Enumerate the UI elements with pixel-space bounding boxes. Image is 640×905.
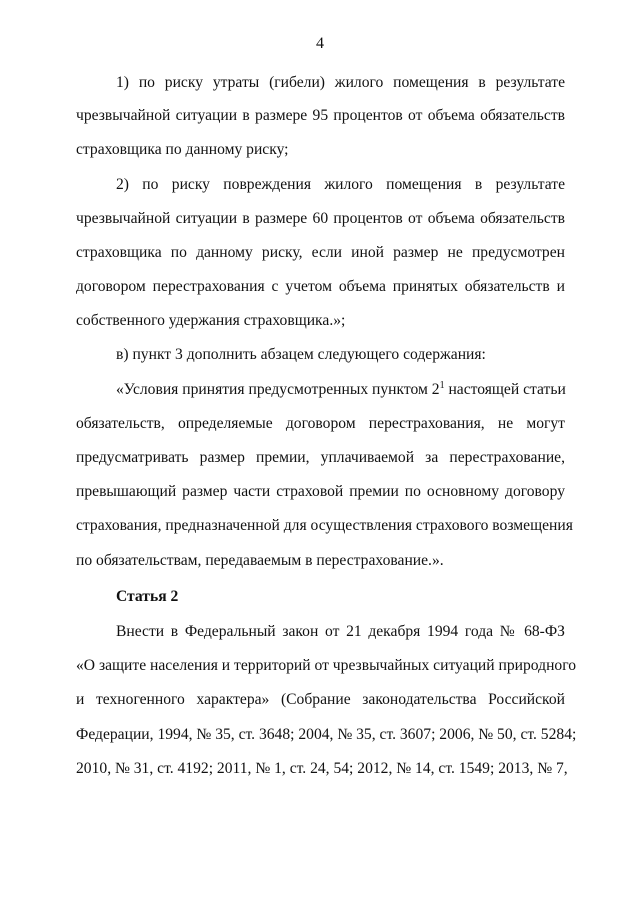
text-line: «О защите населения и территорий от чрезвычайных ситуаций природного bbox=[76, 657, 577, 674]
text-line: 2) по риску повреждения жилого помещения в результате bbox=[116, 176, 565, 193]
text-line: собственного удержания страховщика.»; bbox=[76, 312, 346, 329]
text-line: страхования, предназначенной для осуществления страхового возмещения bbox=[76, 517, 573, 534]
text-line: Внести в Федеральный закон от 21 декабря 1994 года № 68-ФЗ bbox=[116, 623, 565, 640]
text-line: 1) по риску утраты (гибели) жилого помещения в результате bbox=[116, 74, 565, 91]
text-line: превышающий размер части страховой премии по основному договору bbox=[76, 483, 565, 500]
text-line: 2010, № 31, ст. 4192; 2011, № 1, ст. 24, 54; 2012, № 14, ст. 1549; 2013, № 7, bbox=[76, 760, 568, 777]
text-line: страховщика по данному риску; bbox=[76, 141, 289, 158]
text-segment: настоящей статьи bbox=[444, 381, 566, 398]
page-number: 4 bbox=[316, 35, 324, 52]
text-line bbox=[116, 380, 565, 400]
text-line: и техногенного характера» (Собрание законодательства Российской bbox=[76, 691, 565, 708]
text-line: Федерации, 1994, № 35, ст. 3648; 2004, № 35, ст. 3607; 2006, № 50, ст. 5284; bbox=[76, 726, 577, 743]
text-line: чрезвычайной ситуации в размере 95 процентов от объема обязательств bbox=[76, 107, 565, 124]
text-line: договором перестрахования с учетом объема принятых обязательств и bbox=[76, 278, 565, 295]
text-line: в) пункт 3 дополнить абзацем следующего содержания: bbox=[116, 346, 486, 363]
superscript: 1 bbox=[439, 380, 445, 391]
article-heading: Статья 2 bbox=[116, 588, 179, 605]
text-line: чрезвычайной ситуации в размере 60 процентов от объема обязательств bbox=[76, 210, 565, 227]
text-line: предусматривать размер премии, уплачиваемой за перестрахование, bbox=[76, 449, 565, 466]
text-segment: «Условия принятия предусмотренных пунктом 2 bbox=[116, 381, 440, 398]
text-line: страховщика по данному риску, если иной размер не предусмотрен bbox=[76, 244, 565, 261]
text-line: обязательств, определяемые договором перестрахования, не могут bbox=[76, 415, 565, 432]
text-line: по обязательствам, передаваемым в перестрахование.». bbox=[76, 552, 444, 569]
